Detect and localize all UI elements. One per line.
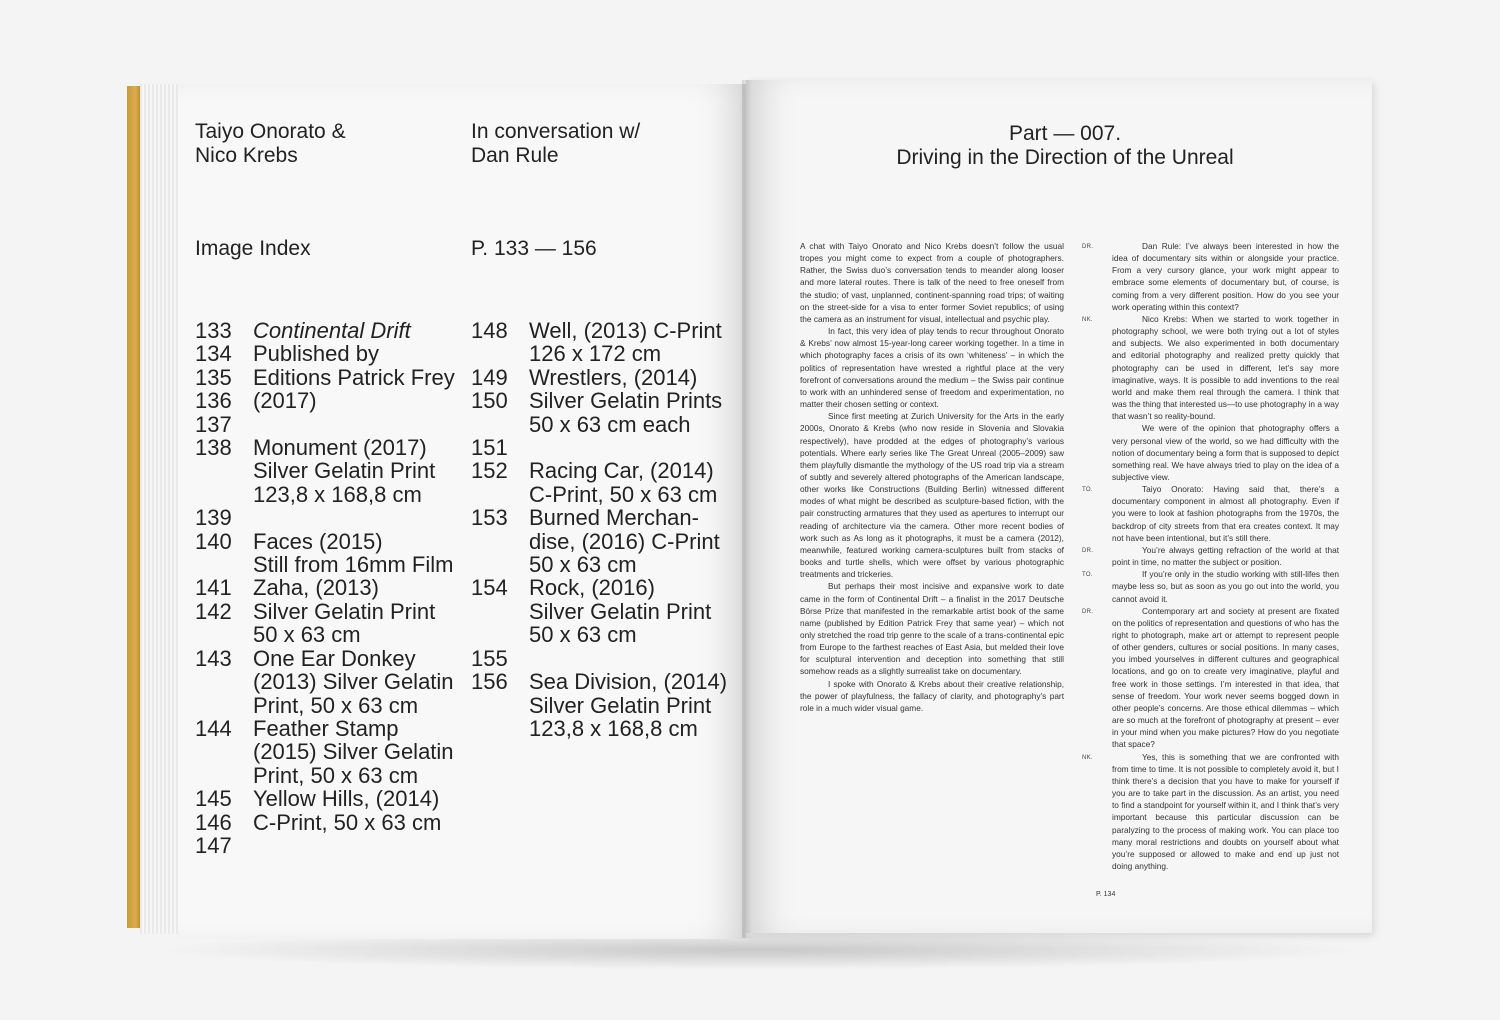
speaker-initials: DR. <box>1082 244 1094 250</box>
index-caption: Burned Merchan- dise, (2016) C-Print 50 x 63 cm <box>529 505 720 578</box>
speaker-initials: NK. <box>1082 316 1093 323</box>
dialogue-entry <box>1082 313 1339 422</box>
conversation-line: Dan Rule <box>471 144 559 167</box>
conversation-line: In conversation w/ <box>471 120 641 143</box>
part-number: Part — 007. <box>1008 122 1122 145</box>
index-entry <box>195 413 470 436</box>
index-entry <box>195 389 470 412</box>
index-number: 146 <box>195 809 232 835</box>
index-entry <box>195 787 470 810</box>
dialogue-entry <box>1082 544 1339 568</box>
index-entry <box>471 459 736 506</box>
index-entry <box>195 530 470 577</box>
index-number: 143 <box>195 645 232 671</box>
index-entry <box>471 576 736 646</box>
index-number: 139 <box>195 505 232 531</box>
index-number: 147 <box>195 832 232 858</box>
dialogue-text: We were of the opinion that photography offers a very personal view of the world, so we had difficulty with the notion of documentary being a form that is supposed to depict something real. We have always tried to play on the idea of a subjective view. <box>1112 423 1339 482</box>
index-entry <box>195 834 470 857</box>
index-entry <box>471 670 736 740</box>
dialogue-entry <box>1082 240 1339 313</box>
index-caption: Feather Stamp (2015) Silver Gelatin Print, 50 x 63 cm <box>253 715 454 788</box>
index-entry <box>195 342 470 365</box>
index-number: 150 <box>471 388 508 414</box>
index-caption: (2017) <box>253 388 317 414</box>
index-entry <box>471 389 736 436</box>
speaker-initials: DR. <box>1082 547 1094 554</box>
dialogue-text: Dan Rule: I’ve always been interested in how the idea of documentary sits within or alongside your practice. From a very cursory glance, your work might appear to embrace some elements of documentary but, of course, is coming from a very different position. How do you see your work operating within this context? <box>1112 241 1339 312</box>
artist-names <box>195 120 346 168</box>
index-entry <box>471 647 736 670</box>
dialogue-entry <box>1082 483 1339 544</box>
index-number: 134 <box>195 341 232 367</box>
index-entry <box>195 506 470 529</box>
book-spine <box>127 86 141 928</box>
index-entry <box>195 576 470 599</box>
intro-paragraph: In fact, this very idea of play tends to recur throughout Onorato & Krebs’ now almost 15-year-long career working together. In a time in which photography faces a crisis of its own ‘whiteness’ – in which the politics of representation have wrested a rightful place at the very forefront of conversations around the medium – the Swiss pair continue to work with an unhindered sense of freedom and experimentation, no matter their chosen setting or context. <box>800 326 1064 410</box>
index-caption: Yellow Hills, (2014) <box>253 786 440 812</box>
artist-line: Taiyo Onorato & <box>195 120 346 143</box>
intro-paragraph: I spoke with Onorato & Krebs about their creative relationship, the power of playfulness, the fallacy of clarity, and photography’s part role in a much wider visual game. <box>800 678 1064 713</box>
page-range: P. 133 — 156 <box>471 237 597 260</box>
index-column-1 <box>195 319 470 857</box>
index-caption: One Ear Donkey (2013) Silver Gelatin Print, 50 x 63 cm <box>253 645 454 718</box>
dialogue-entry <box>1082 568 1339 604</box>
index-caption: Wrestlers, (2014) <box>529 364 698 390</box>
index-title: Image Index <box>195 237 311 260</box>
speaker-initials: NK. <box>1082 754 1093 761</box>
dialogue-text: Yes, this is something that we are confronted with from time to time. It is not possible to completely avoid it, but I think there’s a decision that you have to make for yourself if you are to take part in the discussion. As an artist, you need to find a standpoint for yourself within it, and I think that’s very important because this particular discussion can be paralyzing to the process of making work. You can place too many moral restrictions and doubts on yourself about what you’re supposed or allowed to make and end up just not doing anything. <box>1112 751 1339 871</box>
book-gutter <box>742 80 752 938</box>
speaker-initials <box>1082 422 1112 483</box>
index-caption: Continental Drift <box>253 318 411 343</box>
index-caption: C-Print, 50 x 63 cm <box>253 809 442 835</box>
index-caption: Sea Division, (2014) Silver Gelatin Print 123,8 x 168,8 cm <box>529 669 728 741</box>
index-entry <box>471 366 736 389</box>
intro-paragraph: But perhaps their most incisive and expansive work to date came in the form of Continental Drift – a finalist in the 2017 Deutsche Börse Prize that manifested in the remarkable artist book of the same name (published by Edition Patrick Frey that same year) – which not only stretched the road trip genre to the scale of a trans-continental epic from Europe to the farthest reaches of East Asia, but melded their love for sculptural intervention and deception into something that still somehow reads as a slightly surrealist take on documentary. <box>800 581 1064 677</box>
index-caption: Silver Gelatin Prints 50 x 63 cm each <box>529 388 723 437</box>
speaker-initials: TO. <box>1082 487 1093 494</box>
intro-column <box>800 240 1064 714</box>
dialogue-text: Nico Krebs: When we started to work together in photography school, we were both trying out a lot of styles and subjects. We also experimented in both documentary and editorial photography and realized pretty quickly that photography can be used in different, let’s say more imaginative, ways. It is possible to add inventions to the real world and make them real through the camera. I think that was the thing that interested us—to use photography in a way that wasn’t so reality-bound. <box>1112 313 1339 422</box>
index-number: 151 <box>471 435 508 461</box>
index-number: 140 <box>195 528 232 554</box>
index-number: 135 <box>195 364 232 390</box>
dialogue-text: You’re always getting refraction of the world at that point in time, no matter the subject or position. <box>1112 544 1339 568</box>
speaker-initials: DR. <box>1082 608 1094 615</box>
intro-paragraph: Since first meeting at Zurich University for the Arts in the early 2000s, Onorato & Krebs (who now reside in Slovenia and Slovakia respectively), have prodded at the edges of photography’s various potentials. Where early series like The Great Unreal (2005–2009) saw them playfully dismantle the mythology of the US road trip via a stream of subtly and severely altered photographs of the American landscape, other works like Constructions (Building Berlin) witnessed different modes of what might be described as sculpture-based fiction, with the pair constructing armatures that they used as apertures to interrupt our reading of architecture via the camera. Other more recent bodies of work such as As long as it photographs, it must be a camera (2012), meanwhile, featured working camera-sculptures built from stacks of books and turtle shells, which were offset by various photographic treatments and trickeries. <box>800 411 1064 580</box>
page-edges <box>140 84 180 934</box>
index-caption: Published by <box>253 341 379 367</box>
intro-paragraph: A chat with Taiyo Onorato and Nico Krebs doesn’t follow the usual tropes you might come to expect from a couple of photographers. Rather, the Swiss duo’s conversation tends to meander along looser and more lateral routes. There is talk of the need to free oneself from the studio; of vast, unplanned, continent-spanning road trips; of waiting on the street-side for a visa to enter former Soviet republics; of using the camera as an instrument for visual, intellectual and psychic play. <box>800 241 1064 324</box>
index-entry <box>195 647 470 717</box>
index-number: 137 <box>195 411 232 437</box>
index-number: 154 <box>471 575 508 601</box>
index-caption: Monument (2017) Silver Gelatin Print 123,8 x 168,8 cm <box>253 435 436 507</box>
index-number: 155 <box>471 645 508 671</box>
dialogue-text: Taiyo Onorato: Having said that, there’s a documentary component in almost all photography. Even if you were to look at fashion photographs from the 1970s, the backdrop of city streets from that era creates context. It may not have been intentional, but it’s still there. <box>1112 484 1339 543</box>
speaker-initials: TO. <box>1082 572 1093 579</box>
index-caption: Well, (2013) C-Print 126 x 172 cm <box>529 318 722 367</box>
artist-line: Nico Krebs <box>195 144 298 167</box>
index-number: 145 <box>195 786 232 812</box>
index-entry <box>195 717 470 787</box>
index-entry <box>195 600 470 647</box>
index-entry <box>471 506 736 576</box>
dialogue-entry <box>1082 422 1339 483</box>
index-number: 141 <box>195 575 232 601</box>
index-number: 133 <box>195 318 232 343</box>
index-caption: Faces (2015) Still from 16mm Film <box>253 528 454 578</box>
index-caption: Rock, (2016) Silver Gelatin Print 50 x 63 cm <box>529 575 712 648</box>
index-number: 156 <box>471 669 508 695</box>
index-entry <box>471 436 736 459</box>
dialogue-column <box>1082 240 1339 872</box>
index-number: 136 <box>195 388 232 414</box>
index-number: 138 <box>195 435 232 461</box>
conversation-credit <box>471 120 640 168</box>
index-caption: Racing Car, (2014) C-Print, 50 x 63 cm <box>529 458 718 507</box>
index-entry <box>195 366 470 389</box>
index-number: 144 <box>195 715 232 741</box>
index-caption: Zaha, (2013) <box>253 575 379 601</box>
index-caption: Editions Patrick Frey <box>253 364 455 390</box>
index-number: 148 <box>471 318 508 343</box>
index-number: 152 <box>471 458 508 484</box>
part-title: Driving in the Direction of the Unreal <box>896 146 1234 169</box>
index-entry <box>195 811 470 834</box>
index-number: 153 <box>471 505 508 531</box>
dialogue-entry <box>1082 751 1339 873</box>
index-number: 142 <box>195 598 232 624</box>
folio: P. 134 <box>1096 891 1116 898</box>
index-entry <box>195 436 470 506</box>
index-caption: Silver Gelatin Print 50 x 63 cm <box>253 598 436 648</box>
dialogue-text: Contemporary art and society at present are fixated on the politics of representation and questions of who has the right to photograph, make art or attempt to represent people of other genders, cultures or social positions. In many cases, you imbed yourselves in different cultures and geographical locations, and go on to create very imaginative, playful and free work in those settings. I’m interested in that idea, that sense of freedom. Your work never seems bogged down in other people’s concerns. Are those ethical dilemmas – which are so much at the forefront of photography at present – ever in your mind when you make pictures? How do you negotiate that space? <box>1112 605 1339 750</box>
dialogue-entry <box>1082 605 1339 751</box>
part-heading <box>820 122 1310 170</box>
index-entry <box>471 319 736 366</box>
index-entry <box>195 319 470 342</box>
index-column-2 <box>471 319 736 740</box>
index-number: 149 <box>471 364 508 390</box>
dialogue-text: If you’re only in the studio working with still-lifes then maybe less so, but as soon as you go out into the world, you cannot avoid it. <box>1112 569 1339 604</box>
